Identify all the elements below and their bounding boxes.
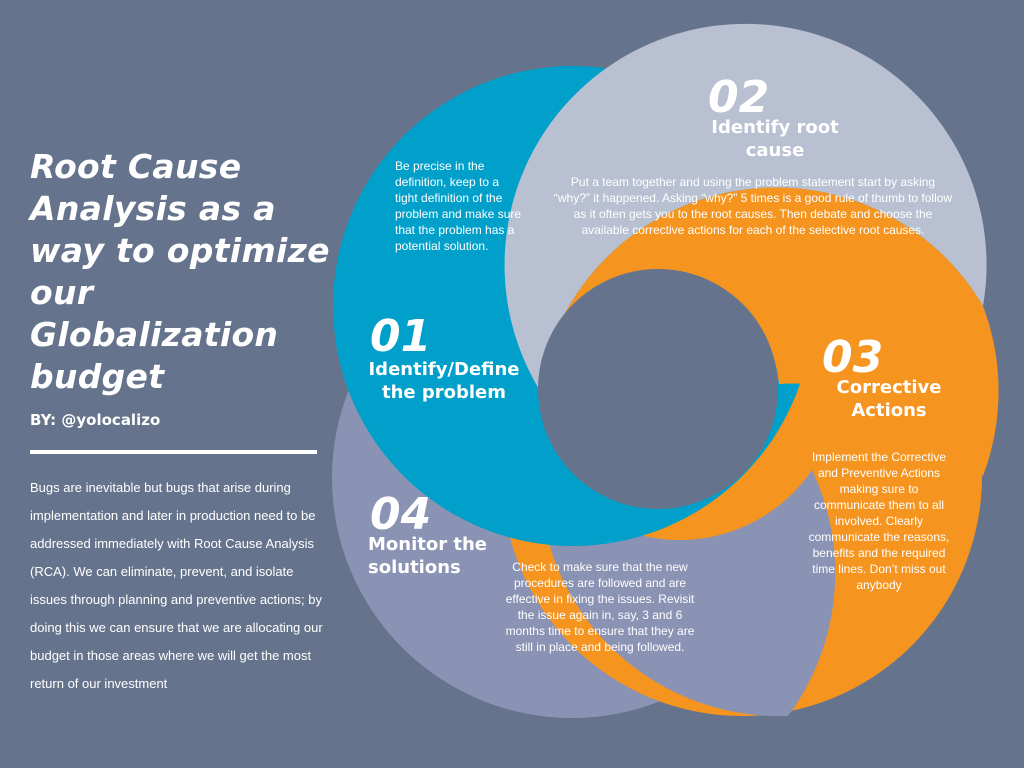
intro-paragraph: Bugs are inevitable but bugs that arise during implementation and later in production need to be addressed immediately with Root Cause Analysis (RCA). We can eliminate, prevent, and isolate issues through planning and preventive actions; by doing this we can ensure that we are allocating our budget in those areas where we will get the most return of our investment (30, 480, 323, 691)
step-2-description: Put a team together and using the problem statement start by asking “why?” it happened. Asking “why?” 5 times is a good rule of thumb to follow as it often gets you to the root causes. Then debate and choose the available corrective actions for each of the selective root causes. (553, 175, 953, 237)
step-1-number: 01 (370, 311, 432, 362)
byline: BY: @yolocalizo (30, 411, 161, 429)
step-2-number: 02 (708, 72, 770, 123)
step-3-description: Implement the Corrective and Preventive Actions making sure to communicate them to all involved. Clearly communicate the reasons, benefits and the required time lines. Don’t miss out anybody (808, 450, 950, 592)
center-hole (538, 269, 778, 509)
step-1-title: Identify/Define the problem (368, 359, 520, 403)
step-2-title: Identify root cause (711, 117, 839, 161)
page-title: Root Cause Analysis as a way to optimize our Globalization budget (30, 147, 330, 396)
step-1-description: Be precise in the definition, keep to a tight definition of the problem and make sure that the problem has a potential solution. (395, 159, 522, 253)
step-4-number: 04 (370, 489, 432, 540)
step-4-title: Monitor the solutions (368, 534, 488, 578)
step-3-number: 03 (822, 332, 884, 383)
step-3-title: Corrective Actions (836, 377, 942, 421)
step-4-description: Check to make sure that the new procedures are followed and are effective in fixing the issues. Revisit the issue again in, say, 3 and 6 months time to ensure that they are still in place and being followed. (505, 560, 695, 654)
